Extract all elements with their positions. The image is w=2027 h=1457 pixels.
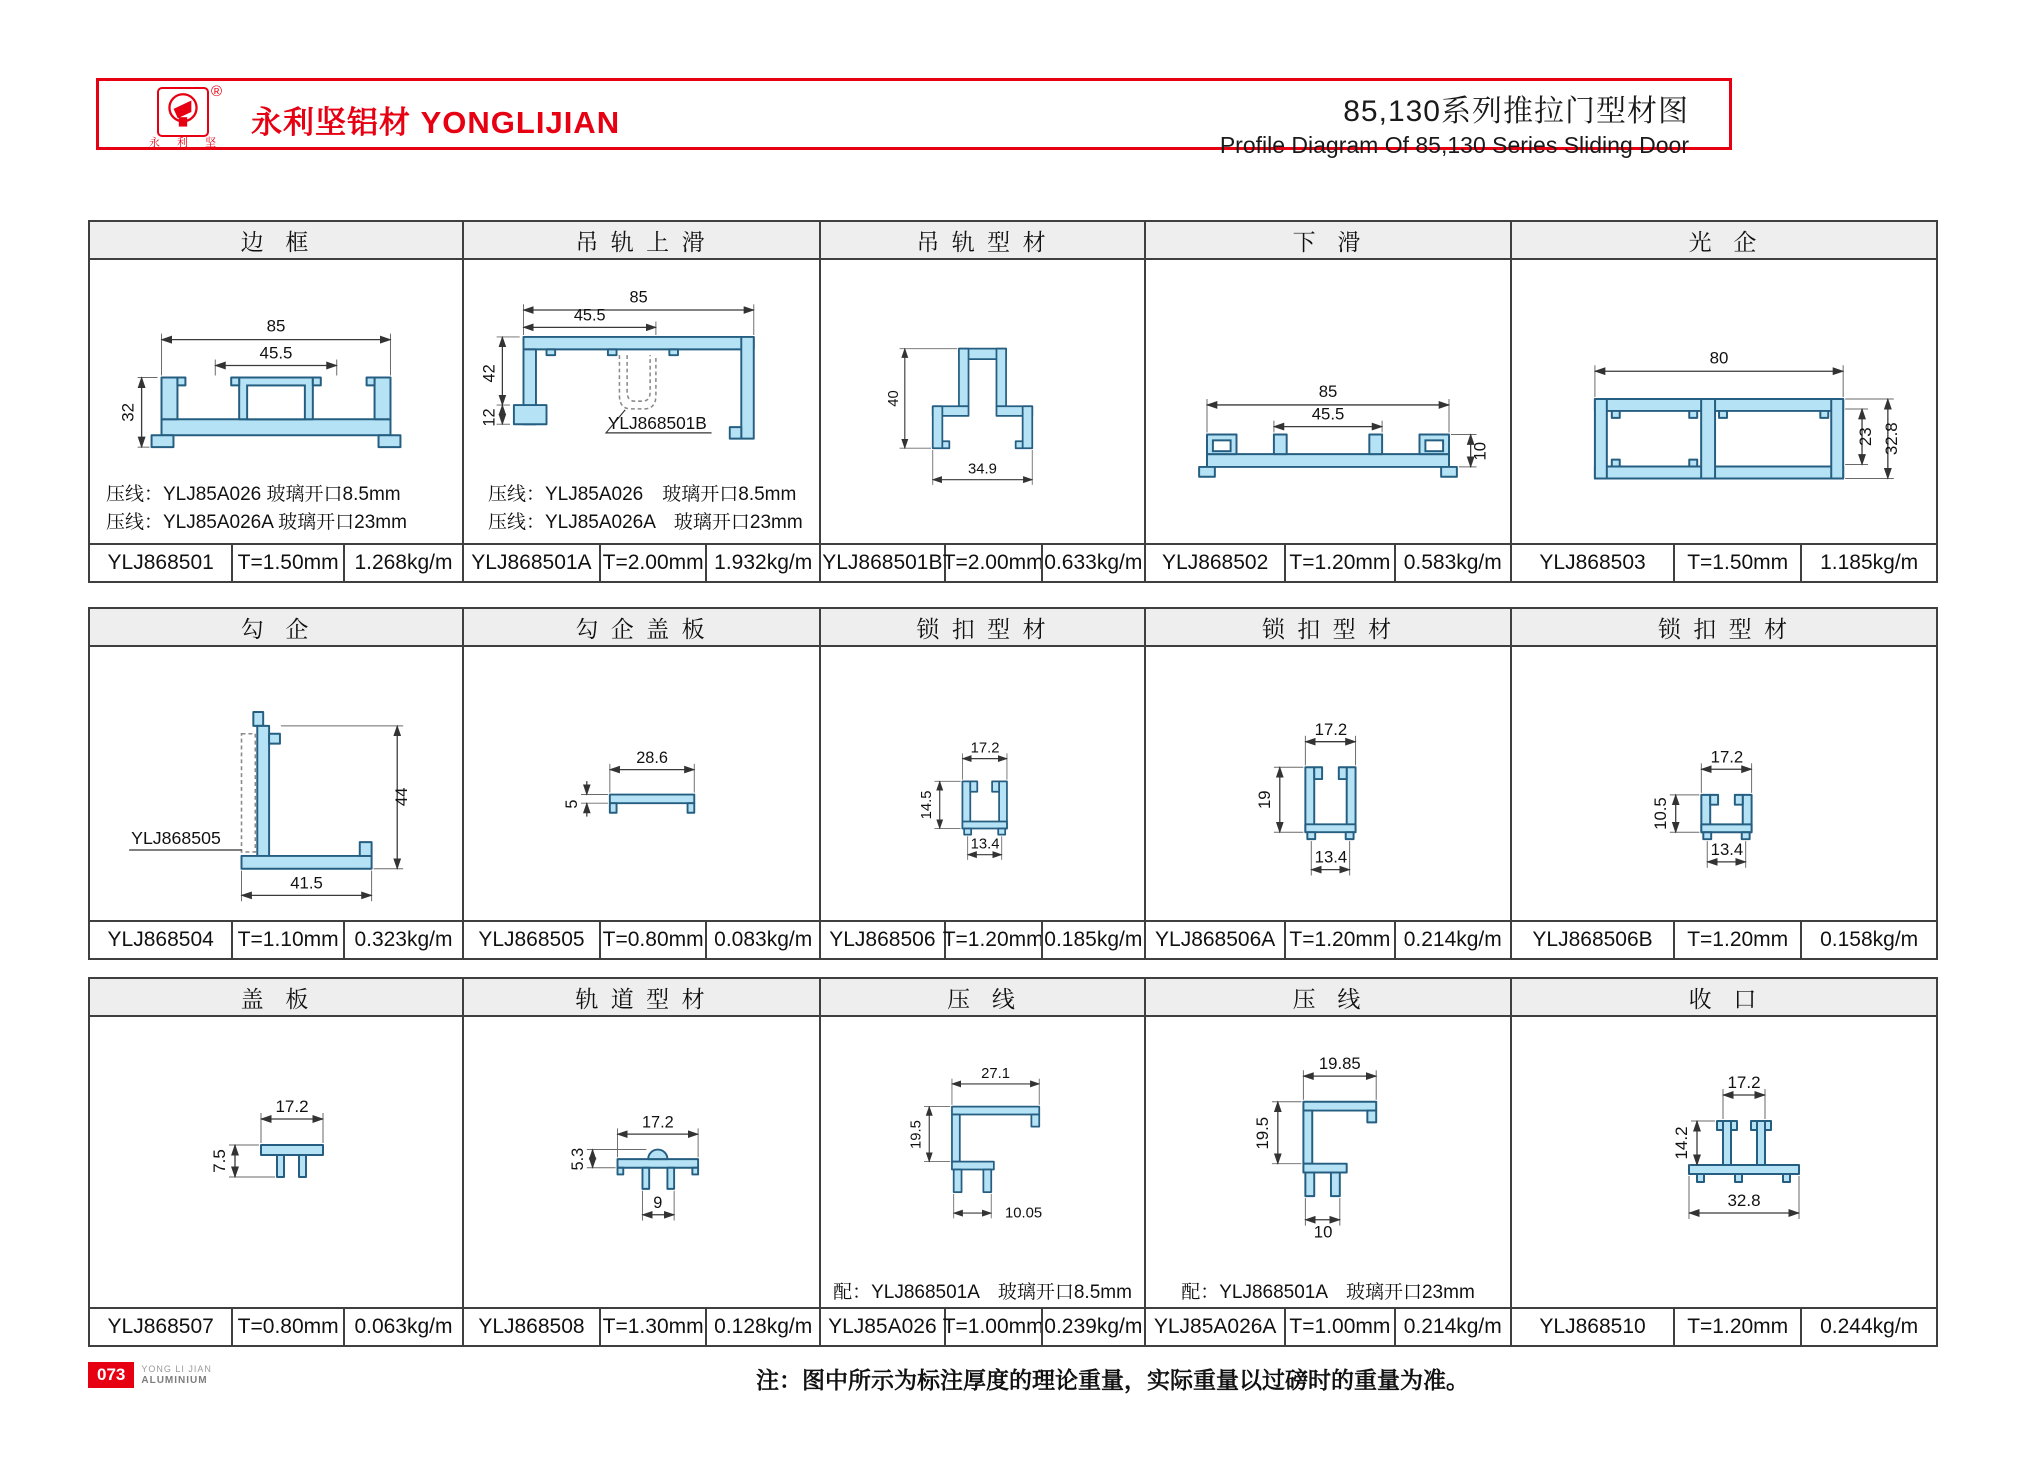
cell-title: 吊 轨 上 滑 (464, 222, 819, 260)
profile-cell-lock-3 (1510, 609, 1936, 958)
svg-text:10: 10 (1470, 441, 1490, 461)
svg-text:27.1: 27.1 (981, 1065, 1011, 1082)
part-label: YLJ868505 (131, 828, 221, 849)
hook-stile-cover-profile-drawing (464, 647, 819, 920)
cell-note: 配：YLJ868501A 玻璃开口23mm (1181, 1281, 1475, 1303)
model-number: YLJ868506B (1532, 928, 1653, 951)
model-number: YLJ85A026A (1153, 1315, 1277, 1338)
note-line: 压线：YLJ85A026 玻璃开口8.5mm (488, 484, 797, 505)
model-number: YLJ868506A (1155, 928, 1276, 951)
model-number: YLJ868507 (107, 1315, 214, 1338)
cell-title: 光 企 (1512, 222, 1936, 260)
svg-text:14.5: 14.5 (918, 790, 935, 820)
svg-text:19: 19 (1254, 790, 1274, 810)
registered-mark: ® (211, 83, 223, 100)
frame-profile-drawing (90, 260, 462, 481)
svg-text:32.8: 32.8 (1881, 422, 1901, 456)
weight: 0.583kg/m (1394, 545, 1510, 581)
glazing-bead-profile-drawing-1 (821, 1017, 1144, 1273)
svg-text:34.9: 34.9 (968, 461, 997, 478)
profile-cell-lock-2 (1144, 609, 1510, 958)
weight: 1.932kg/m (705, 545, 819, 581)
svg-text:19.5: 19.5 (908, 1120, 925, 1149)
model-number: YLJ868503 (1539, 551, 1646, 574)
note-line: 压线：YLJ85A026 玻璃开口8.5mm (106, 484, 401, 505)
thickness: T=2.00mm (944, 545, 1041, 581)
cell-footer (1512, 1307, 1936, 1345)
weight: 0.239kg/m (1041, 1309, 1144, 1345)
cell-title: 勾 企 (90, 609, 462, 647)
thickness: T=1.10mm (231, 922, 343, 958)
page-title-zh: 85,130系列推拉门型材图 (1343, 95, 1689, 128)
svg-text:9: 9 (653, 1194, 663, 1213)
weight-disclaimer-note: 注：图中所示为标注厚度的理论重量，实际重量以过磅时的重量为准。 (756, 1367, 1469, 1393)
svg-text:44: 44 (392, 787, 412, 807)
svg-text:85: 85 (629, 288, 648, 307)
page-brand-line2: ALUMINIUM (141, 1375, 208, 1386)
cell-footer (1146, 920, 1510, 958)
cell-footer (90, 543, 462, 581)
svg-text:7.5: 7.5 (210, 1149, 229, 1173)
page-number: 073 (88, 1362, 134, 1388)
thickness: T=1.20mm (1284, 922, 1393, 958)
svg-text:10.5: 10.5 (1650, 797, 1670, 830)
weight: 0.214kg/m (1394, 1309, 1510, 1345)
cell-title: 锁 扣 型 材 (1512, 609, 1936, 647)
thickness: T=1.30mm (599, 1309, 706, 1345)
brand-logo-icon (157, 87, 209, 137)
profile-table-row-3 (88, 977, 1938, 1347)
svg-text:85: 85 (266, 316, 286, 336)
svg-text:45.5: 45.5 (1311, 404, 1345, 424)
cell-footer (464, 920, 819, 958)
top-track-profile-drawing (464, 260, 819, 481)
lock-profile-drawing-2 (1146, 647, 1510, 920)
thickness: T=1.20mm (944, 922, 1041, 958)
cell-title: 压 线 (1146, 979, 1510, 1017)
cell-notes (90, 481, 462, 543)
thickness: T=1.50mm (1673, 545, 1800, 581)
profile-cell-frame (90, 222, 462, 581)
cell-title: 下 滑 (1146, 222, 1510, 260)
svg-text:5: 5 (563, 799, 582, 809)
svg-text:80: 80 (1709, 348, 1729, 368)
svg-text:17.2: 17.2 (641, 1113, 674, 1132)
weight: 0.063kg/m (343, 1309, 462, 1345)
rail-profile-drawing (464, 1017, 819, 1307)
weight: 0.214kg/m (1394, 922, 1510, 958)
weight: 0.185kg/m (1041, 922, 1144, 958)
thickness: T=1.20mm (1284, 545, 1393, 581)
svg-text:40: 40 (885, 390, 902, 407)
profile-cell-closure (1510, 979, 1936, 1345)
cell-footer (1146, 1307, 1510, 1345)
profile-table-row-1 (88, 220, 1938, 583)
page-brand-line1: YONG LI JIAN (141, 1364, 212, 1374)
note-line: 压线：YLJ85A026A 玻璃开口23mm (488, 512, 803, 533)
model-number: YLJ868502 (1162, 551, 1269, 574)
thickness: T=1.00mm (1284, 1309, 1393, 1345)
model-number: YLJ868508 (478, 1315, 585, 1338)
page-title-en: Profile Diagram Of 85,130 Series Sliding Door (1219, 132, 1689, 158)
svg-text:12: 12 (480, 408, 499, 427)
part-label: YLJ868501B (607, 413, 707, 434)
profile-cell-glazing-bead-1 (819, 979, 1144, 1345)
weight: 0.323kg/m (343, 922, 462, 958)
cell-footer (821, 920, 1144, 958)
svg-text:13.4: 13.4 (1710, 839, 1744, 859)
svg-text:5.3: 5.3 (568, 1147, 587, 1171)
thickness: T=0.80mm (231, 1309, 343, 1345)
cell-note: 配：YLJ868501A 玻璃开口8.5mm (833, 1281, 1132, 1303)
cover-plate-profile-drawing (90, 1017, 462, 1307)
note-line: 压线：YLJ85A026A 玻璃开口23mm (106, 512, 407, 533)
svg-text:17.2: 17.2 (275, 1097, 309, 1116)
cell-title: 盖 板 (90, 979, 462, 1017)
light-stile-profile-drawing (1512, 260, 1936, 543)
cell-title: 锁 扣 型 材 (821, 609, 1144, 647)
cell-footer (90, 1307, 462, 1345)
model-number: YLJ868506 (829, 928, 936, 951)
logo-swirl-icon (159, 89, 207, 135)
weight: 0.128kg/m (705, 1309, 819, 1345)
lock-profile-drawing-1 (821, 647, 1144, 920)
thickness: T=1.00mm (944, 1309, 1041, 1345)
svg-text:28.6: 28.6 (636, 748, 668, 767)
bottom-track-profile-drawing (1146, 260, 1510, 543)
cell-title: 勾 企 盖 板 (464, 609, 819, 647)
thickness: T=1.20mm (1673, 1309, 1800, 1345)
svg-text:85: 85 (1318, 382, 1338, 402)
cell-footer (464, 543, 819, 581)
profile-cell-hook-stile-cover (462, 609, 819, 958)
hook-stile-profile-drawing (90, 647, 462, 920)
cell-footer (1512, 543, 1936, 581)
model-number: YLJ868501A (471, 551, 592, 574)
weight: 1.185kg/m (1800, 545, 1936, 581)
model-number: YLJ868501 (107, 551, 214, 574)
cell-footer (464, 1307, 819, 1345)
svg-text:17.2: 17.2 (1710, 747, 1744, 767)
profile-cell-hook-stile (90, 609, 462, 958)
page-header (96, 78, 1732, 158)
profile-table-row-2 (88, 607, 1938, 960)
svg-text:17.2: 17.2 (1314, 719, 1348, 739)
svg-text:19.85: 19.85 (1318, 1054, 1361, 1074)
weight: 0.083kg/m (705, 922, 819, 958)
weight: 0.633kg/m (1041, 545, 1144, 581)
svg-text:17.2: 17.2 (970, 740, 1000, 757)
profile-cell-rail (462, 979, 819, 1345)
cell-title: 收 口 (1512, 979, 1936, 1017)
model-number: YLJ85A026 (828, 1315, 937, 1338)
svg-text:13.4: 13.4 (970, 836, 1000, 853)
profile-cell-glazing-bead-2 (1144, 979, 1510, 1345)
model-number: YLJ868505 (478, 928, 585, 951)
svg-text:19.5: 19.5 (1252, 1116, 1272, 1150)
svg-text:14.2: 14.2 (1672, 1126, 1691, 1160)
model-number: YLJ868510 (1539, 1315, 1646, 1338)
logo-characters: 永 利 坚 (149, 137, 224, 149)
thickness: T=1.50mm (231, 545, 343, 581)
model-number: YLJ868504 (107, 928, 214, 951)
closure-profile-drawing (1512, 1017, 1936, 1307)
svg-text:23: 23 (1855, 427, 1875, 447)
page-tag (88, 1362, 212, 1388)
profile-cell-cover-plate (90, 979, 462, 1345)
thickness: T=2.00mm (599, 545, 706, 581)
profile-cell-light-stile (1510, 222, 1936, 581)
thickness: T=1.20mm (1673, 922, 1800, 958)
cell-footer (1512, 920, 1936, 958)
cell-title: 压 线 (821, 979, 1144, 1017)
cell-title: 轨 道 型 材 (464, 979, 819, 1017)
svg-text:10: 10 (1313, 1222, 1333, 1242)
svg-text:13.4: 13.4 (1314, 847, 1348, 867)
cell-footer (90, 920, 462, 958)
profile-cell-bottom-track (1144, 222, 1510, 581)
lock-profile-drawing-3 (1512, 647, 1936, 920)
model-number: YLJ868501B (822, 551, 943, 574)
svg-text:42: 42 (480, 364, 499, 383)
svg-text:32.8: 32.8 (1727, 1191, 1761, 1210)
profile-cell-lock-1 (819, 609, 1144, 958)
title-block (1220, 86, 1689, 159)
weight: 0.158kg/m (1800, 922, 1936, 958)
thickness: T=0.80mm (599, 922, 706, 958)
cell-title: 边 框 (90, 222, 462, 260)
svg-text:45.5: 45.5 (259, 343, 293, 363)
svg-text:32: 32 (118, 402, 138, 422)
cell-footer (1146, 543, 1510, 581)
glazing-bead-profile-drawing-2 (1146, 1017, 1510, 1273)
cell-footer (821, 1307, 1144, 1345)
brand-name: 永利坚铝材 YONGLIJIAN (251, 105, 621, 140)
cell-title: 锁 扣 型 材 (1146, 609, 1510, 647)
cell-footer (821, 543, 1144, 581)
page-brand (141, 1362, 212, 1386)
svg-text:17.2: 17.2 (1727, 1073, 1761, 1092)
profile-cell-hanging-rail (819, 222, 1144, 581)
weight: 1.268kg/m (343, 545, 462, 581)
svg-text:41.5: 41.5 (290, 873, 323, 893)
cell-notes (464, 481, 819, 543)
hanging-rail-profile-drawing (821, 260, 1144, 543)
weight: 0.244kg/m (1800, 1309, 1936, 1345)
cell-title: 吊 轨 型 材 (821, 222, 1144, 260)
profile-cell-top-track (462, 222, 819, 581)
svg-text:10.05: 10.05 (1004, 1205, 1043, 1222)
svg-text:45.5: 45.5 (573, 306, 606, 325)
